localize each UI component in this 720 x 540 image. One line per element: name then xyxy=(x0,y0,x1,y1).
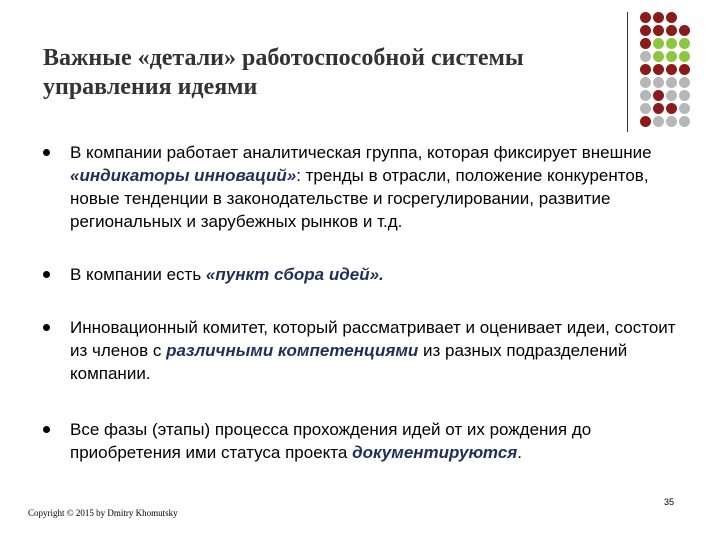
title-divider-line xyxy=(627,12,628,132)
decorative-dot xyxy=(653,12,664,23)
decorative-dot xyxy=(640,77,651,88)
bullet-text: . xyxy=(517,443,523,462)
decorative-dot-grid xyxy=(640,12,706,132)
bullet-dot-icon xyxy=(43,271,50,278)
decorative-dot xyxy=(666,90,677,101)
decorative-dot xyxy=(640,51,651,62)
decorative-dot xyxy=(640,25,651,36)
decorative-dot xyxy=(666,51,677,62)
decorative-dot xyxy=(653,77,664,88)
bullet-text: : тренды в отрасли, положение конкурентов, новые тенденции в законодательстве и госрегулировании, развитие региональных и зарубежных рынков и т.д. xyxy=(70,166,649,231)
decorative-dot xyxy=(666,25,677,36)
decorative-dot xyxy=(679,77,690,88)
page-number: 35 xyxy=(664,497,675,507)
decorative-dot xyxy=(679,116,690,127)
decorative-dot xyxy=(679,64,690,75)
copyright-footer: Copyright © 2015 by Dmitry Khomutsky xyxy=(28,508,178,518)
decorative-dot xyxy=(640,103,651,114)
bullet-text: из разных подразделений компании. xyxy=(70,341,628,383)
decorative-dot xyxy=(653,38,664,49)
decorative-dot xyxy=(666,116,677,127)
decorative-dot xyxy=(679,38,690,49)
decorative-dot xyxy=(640,12,651,23)
decorative-dot xyxy=(666,12,677,23)
decorative-dot xyxy=(653,51,664,62)
decorative-dot xyxy=(640,64,651,75)
decorative-dot xyxy=(666,103,677,114)
bullet-emphasis: документируются xyxy=(352,443,518,462)
slide-title-line-2: управления идеями xyxy=(43,74,258,100)
bullet-text: В компании есть xyxy=(70,265,206,284)
bullet-item xyxy=(40,263,680,286)
decorative-dot xyxy=(640,116,651,127)
decorative-dot xyxy=(679,51,690,62)
bullet-emphasis: «индикаторы инноваций» xyxy=(70,166,297,185)
decorative-dot xyxy=(640,90,651,101)
decorative-dot xyxy=(640,38,651,49)
bullet-item xyxy=(40,316,680,385)
bullet-text: Инновационный комитет, который рассматривает и оценивает идеи, состоит из членов с xyxy=(70,318,676,360)
decorative-dot xyxy=(653,116,664,127)
decorative-dot xyxy=(653,25,664,36)
decorative-dot xyxy=(666,38,677,49)
bullet-dot-icon xyxy=(43,426,50,433)
decorative-dot xyxy=(679,103,690,114)
slide-title xyxy=(43,44,613,102)
decorative-dot xyxy=(653,103,664,114)
bullet-dot-icon xyxy=(43,324,50,331)
bullet-text: Все фазы (этапы) процесса прохождения идей от их рождения до приобретения ими статуса проекта xyxy=(70,420,592,462)
bullet-emphasis: «пункт сбора идей». xyxy=(205,265,384,284)
bullet-item xyxy=(40,141,680,233)
decorative-dot xyxy=(653,90,664,101)
decorative-dot xyxy=(666,64,677,75)
slide-title-line-1: Важные «детали» работоспособной системы xyxy=(43,45,524,71)
decorative-dot xyxy=(653,64,664,75)
decorative-dot xyxy=(679,90,690,101)
bullet-item xyxy=(40,418,680,464)
bullet-text: В компании работает аналитическая группа, которая фиксирует внешние xyxy=(70,143,652,162)
decorative-dot xyxy=(666,77,677,88)
bullet-list xyxy=(40,141,680,464)
bullet-emphasis: различными компетенциями xyxy=(166,341,419,360)
bullet-dot-icon xyxy=(43,149,50,156)
decorative-dot xyxy=(679,25,690,36)
